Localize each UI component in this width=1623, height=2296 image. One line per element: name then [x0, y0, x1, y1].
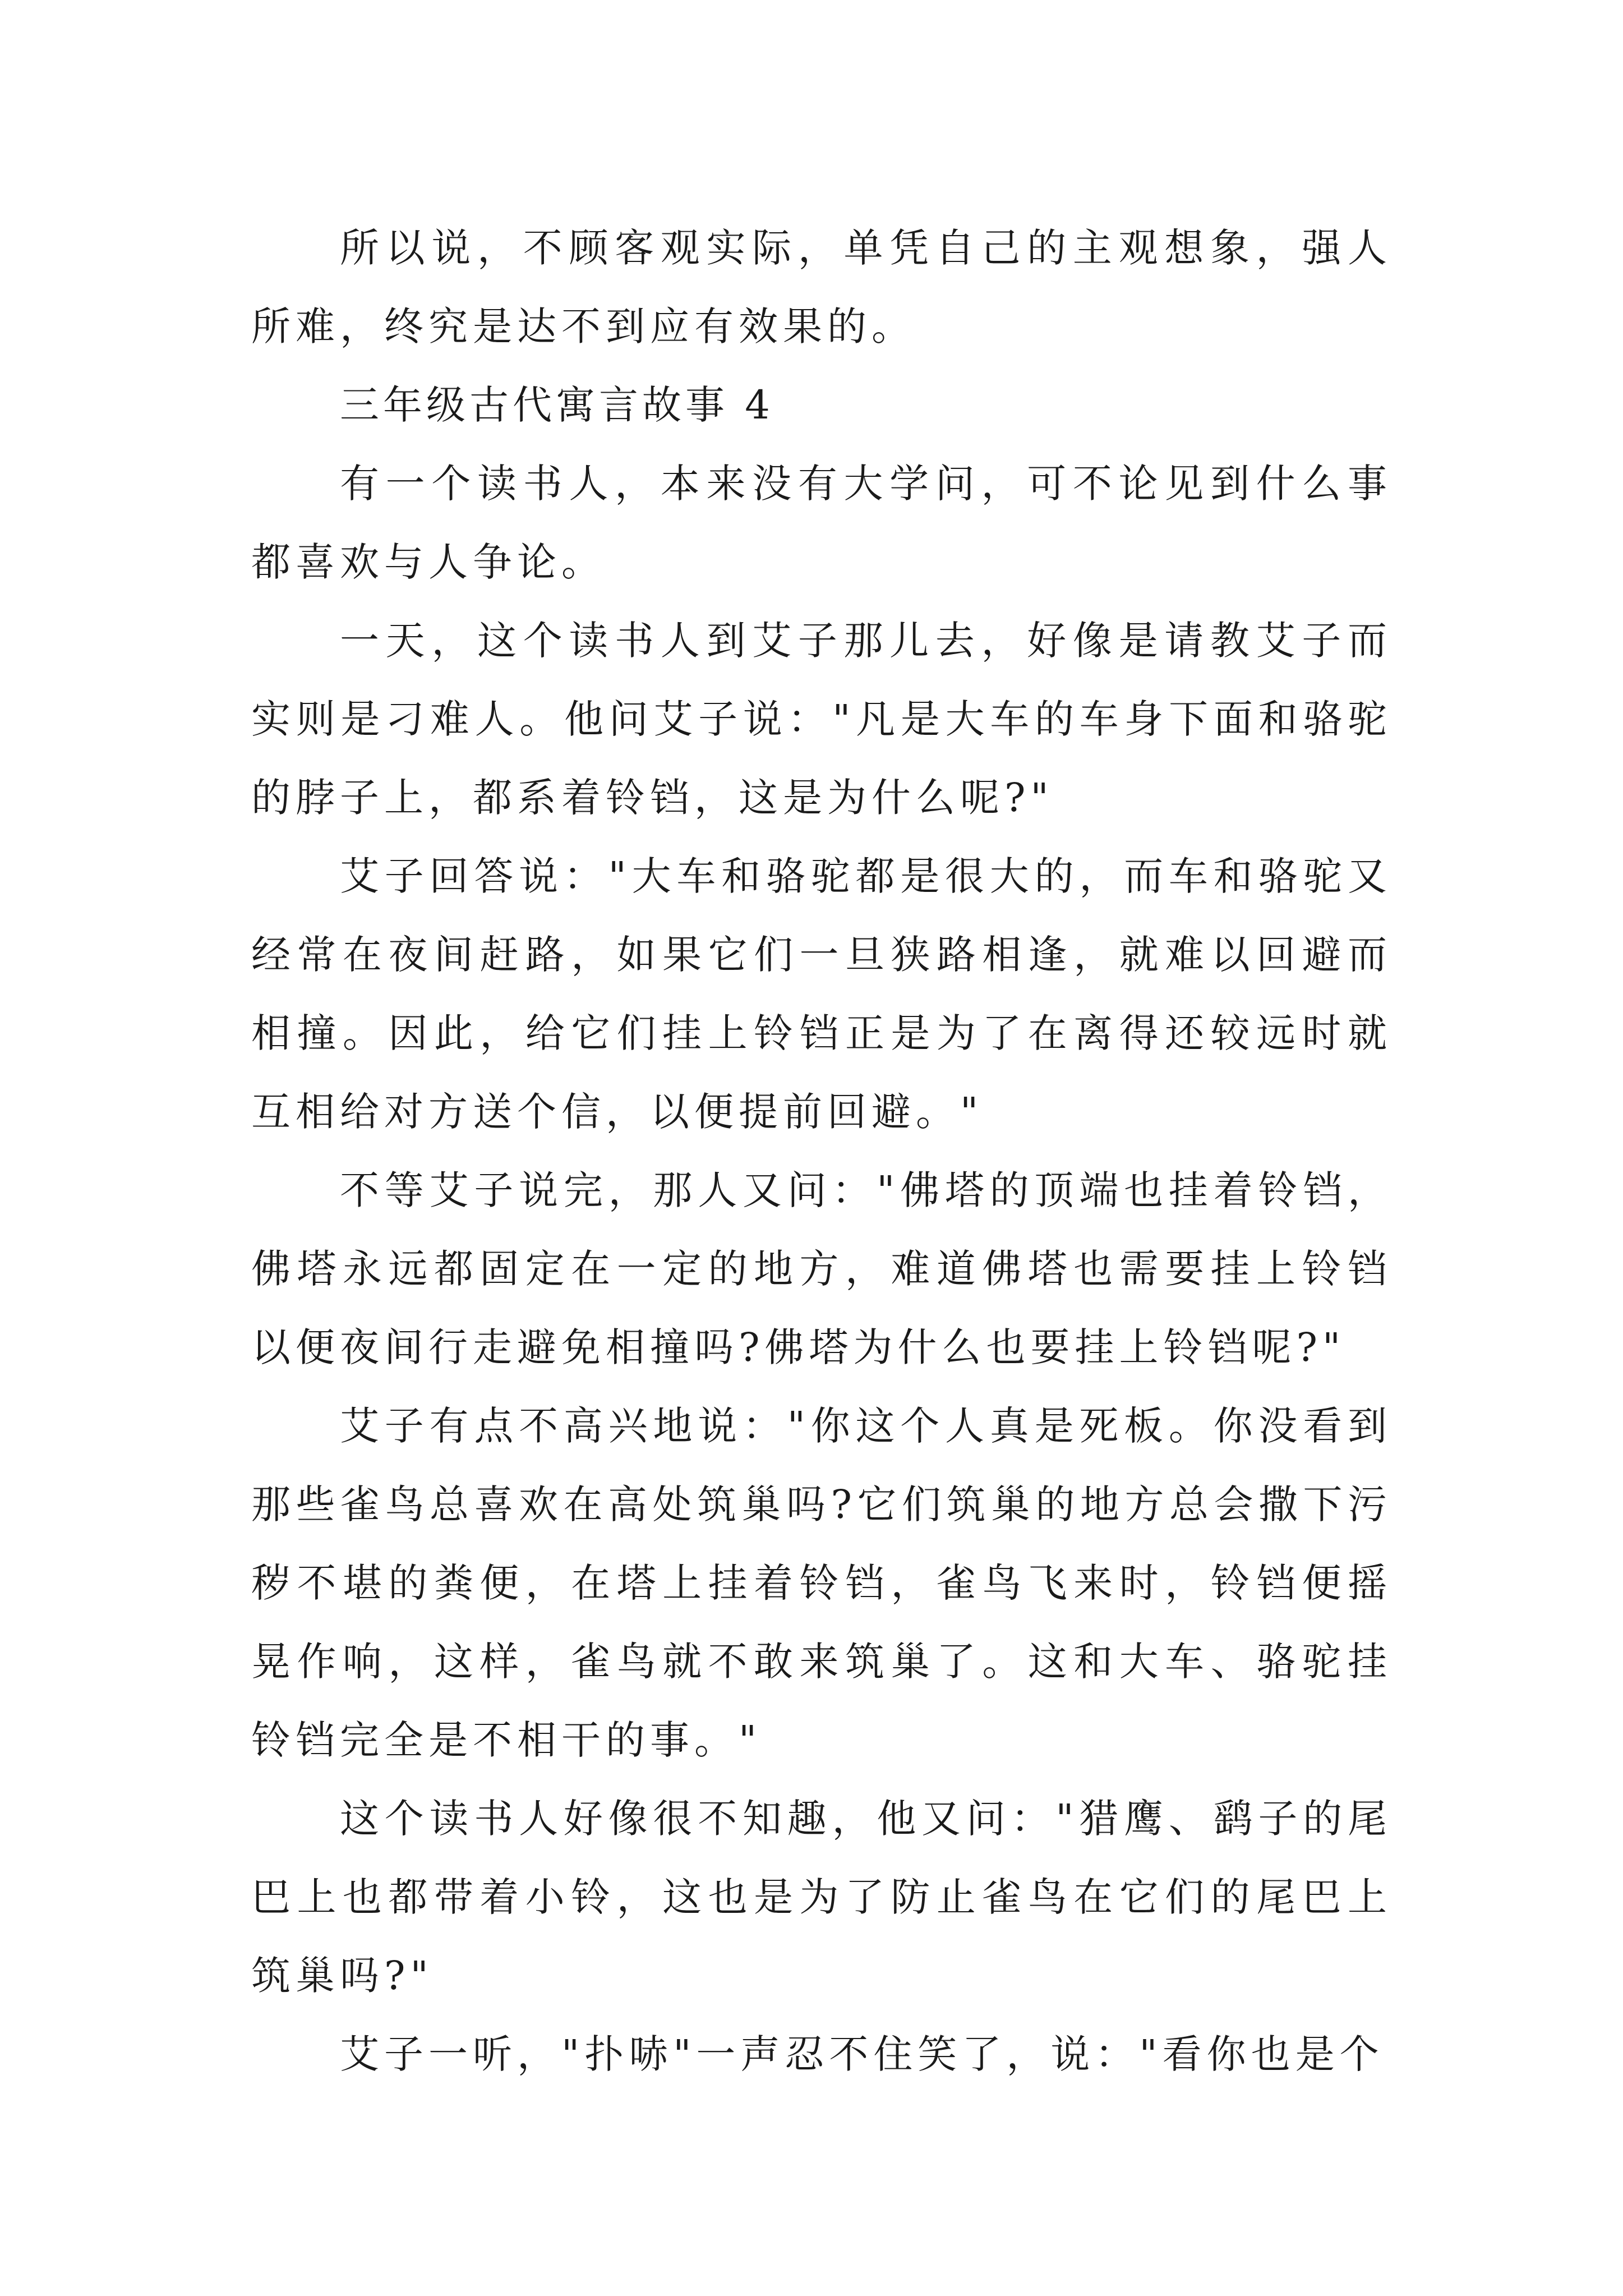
paragraph-answer-1: 艾子回答说："大车和骆驼都是很大的，而车和骆驼又经常在夜间赶路，如果它们一旦狭路相逢，就难以回避而相撞。因此，给它们挂上铃铛正是为了在离得还较远时就互相给对方送个信，以便提前回避。"	[251, 853, 1392, 1135]
paragraph-question-1: 一天，这个读书人到艾子那儿去，好像是请教艾子而实则是刁难人。他问艾子说："凡是大车的车身下面和骆驼的脖子上，都系着铃铛，这是为什么呢?"	[251, 618, 1392, 821]
paragraph-question-2: 不等艾子说完，那人又问："佛塔的顶端也挂着铃铛，佛塔永远都固定在一定的地方，难道佛塔也需要挂上铃铛以便夜间行走避免相撞吗?佛塔为什么也要挂上铃铛呢?"	[251, 1167, 1392, 1370]
document-body	[251, 209, 1392, 2093]
story-heading: 三年级古代寓言故事 4	[340, 382, 774, 428]
paragraph-question-3: 这个读书人好像很不知趣，他又问："猎鹰、鹞子的尾巴上也都带着小铃，这也是为了防止雀鸟在它们的尾巴上筑巢吗?"	[251, 1796, 1392, 1999]
paragraph-answer-3: 艾子一听，"扑哧"一声忍不住笑了，说："看你也是个	[340, 2031, 1384, 2077]
paragraph-answer-2: 艾子有点不高兴地说："你这个人真是死板。你没看到那些雀鸟总喜欢在高处筑巢吗?它们筑巢的地方总会撒下污秽不堪的粪便，在塔上挂着铃铛，雀鸟飞来时，铃铛便摇晃作响，这样，雀鸟就不敢来筑巢了。这和大车、骆驼挂铃铛完全是不相干的事。"	[251, 1403, 1392, 1763]
paragraph-conclusion: 所以说，不顾客观实际，单凭自己的主观想象，强人所难，终究是达不到应有效果的。	[251, 225, 1392, 349]
paragraph-intro: 有一个读书人，本来没有大学问，可不论见到什么事都喜欢与人争论。	[251, 461, 1392, 585]
